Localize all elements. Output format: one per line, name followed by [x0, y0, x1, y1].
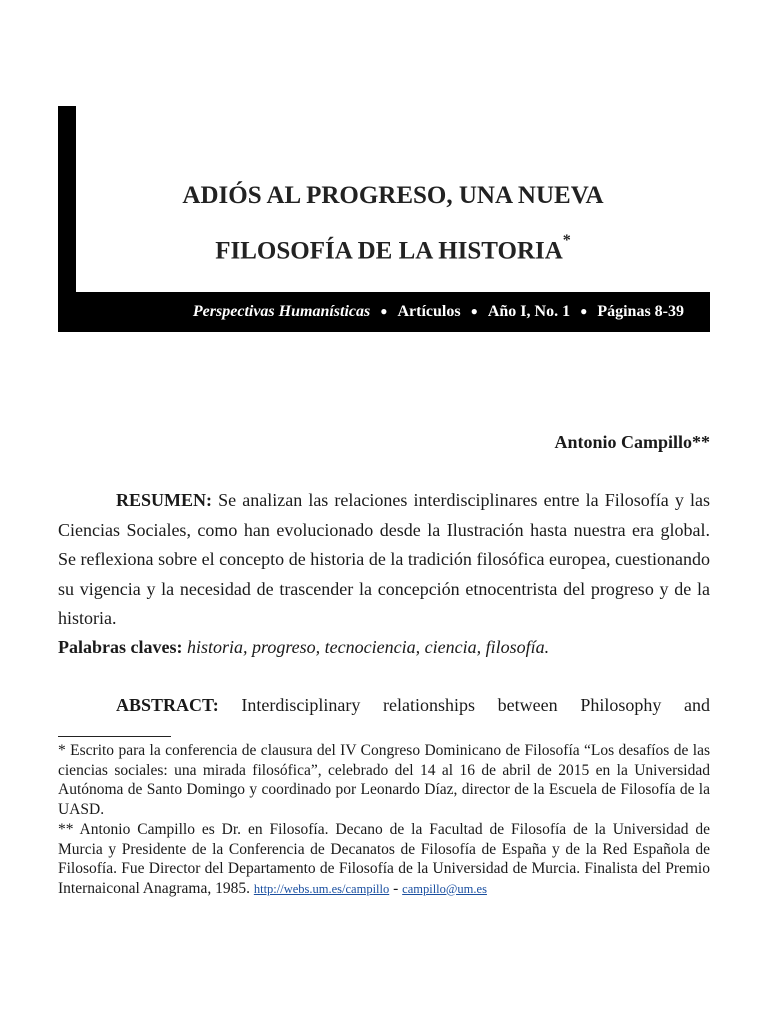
keywords-list: historia, progreso, tecnociencia, ciencia, filosofía.	[182, 637, 550, 657]
title-line-2-text: FILOSOFÍA DE LA HISTORIA	[215, 237, 563, 265]
article-title-line-1	[76, 182, 710, 210]
title-line-1-text: ADIÓS AL PROGRESO, UNA NUEVA	[182, 182, 604, 209]
page-range: Páginas 8-39	[597, 303, 684, 320]
bullet-icon: ●	[470, 303, 478, 318]
keywords-label: Palabras claves:	[58, 637, 183, 657]
link-separator: -	[389, 879, 403, 897]
section-name: Artículos	[397, 303, 461, 320]
title-accent-bar	[58, 106, 76, 292]
keywords-line	[58, 633, 710, 663]
resumen-paragraph	[58, 486, 710, 634]
resumen-text: Se analizan las relaciones interdisciplinares entre la Filosofía y las Ciencias Sociales, como han evolucionado desde la Ilustración hasta nuestra era global. Se reflexiona sobre el concepto de historia de la tradición filosófica europea, cuestionando su vigencia y la necesidad de trascender la concepción etnocentrista del progreso y de la historia.	[58, 490, 710, 628]
author-name: Antonio Campillo**	[554, 432, 710, 452]
title-footnote-mark: *	[562, 232, 571, 249]
footnote-separator	[58, 736, 171, 737]
article-title-line-2	[76, 232, 710, 265]
bullet-icon: ●	[580, 303, 588, 318]
issue-info: Año I, No. 1	[487, 303, 571, 320]
journal-name: Perspectivas Humanísticas	[192, 303, 371, 320]
footnote-2-text: ** Antonio Campillo es Dr. en Filosofía. Decano de la Facultad de Filosofía de la Universidad de Murcia y Presidente de la Conferencia de Decanatos de Filosofía de España y de la Red Española de Filosofía. Fue Director del Departamento de Filosofía de la Universidad de Murcia. Finalista del Premio Internaiconal Anagrama, 1985.	[58, 821, 710, 897]
footnote-2	[58, 820, 710, 899]
abstract-paragraph	[58, 691, 710, 721]
resumen-label: RESUMEN:	[116, 490, 213, 510]
abstract-label: ABSTRACT:	[116, 695, 219, 715]
email-link[interactable]: campillo@um.es	[402, 881, 487, 896]
abstract-text: Interdisciplinary relationships between Philosophy and	[218, 695, 710, 715]
bullet-icon: ●	[380, 303, 388, 318]
footnote-1: * Escrito para la conferencia de clausura del IV Congreso Dominicano de Filosofía “Los desafíos de las ciencias sociales: una mirada filosófica”, celebrado del 14 al 16 de abril de 2015 en la Universidad Autónoma de Santo Domingo y coordinado por Leonardo Díaz, director de la Escuela de Filosofía de la UASD.	[58, 742, 710, 818]
journal-banner	[58, 292, 710, 332]
website-link[interactable]: http://webs.um.es/campillo	[253, 881, 390, 896]
